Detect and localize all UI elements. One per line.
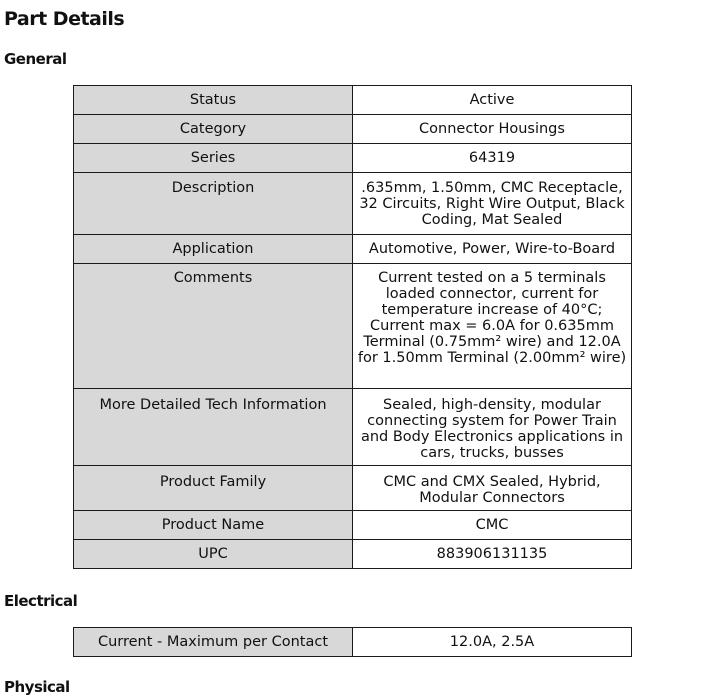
table-row [74,144,632,173]
row-value-description: .635mm, 1.50mm, CMC Receptacle, 32 Circuits, Right Wire Output, Black Coding, Mat Sealed [353,173,632,235]
row-label-comments: Comments [74,264,353,389]
row-label-status: Status [74,86,353,115]
table-row [74,628,632,657]
page-title: Part Details [4,8,125,30]
row-value-current-max: 12.0A, 2.5A [353,628,632,657]
row-label-category: Category [74,115,353,144]
table-row [74,173,632,235]
section-title-general: General [4,50,67,68]
general-specs-table [73,85,632,569]
table-row [74,466,632,511]
table-row [74,264,632,389]
row-label-product-name: Product Name [74,511,353,540]
section-title-physical: Physical [4,678,70,696]
table-row [74,540,632,569]
row-value-upc: 883906131135 [353,540,632,569]
row-value-series: 64319 [353,144,632,173]
row-label-application: Application [74,235,353,264]
row-value-product-name: CMC [353,511,632,540]
table-row [74,235,632,264]
row-label-product-family: Product Family [74,466,353,511]
row-label-current-max: Current - Maximum per Contact [74,628,353,657]
row-label-tech-info: More Detailed Tech Information [74,389,353,466]
row-value-product-family: CMC and CMX Sealed, Hybrid, Modular Connectors [353,466,632,511]
section-title-electrical: Electrical [4,592,78,610]
table-row [74,115,632,144]
electrical-specs-table [73,627,632,657]
row-value-tech-info: Sealed, high-density, modular connecting system for Power Train and Body Electronics applications in cars, trucks, busses [353,389,632,466]
row-label-upc: UPC [74,540,353,569]
table-row [74,389,632,466]
row-value-comments: Current tested on a 5 terminals loaded connector, current for temperature increase of 40°C; Current max = 6.0A for 0.635mm Terminal (0.75mm² wire) and 12.0A for 1.50mm Terminal (2.00mm² wire) [353,264,632,389]
row-value-application: Automotive, Power, Wire-to-Board [353,235,632,264]
row-label-description: Description [74,173,353,235]
row-label-series: Series [74,144,353,173]
row-value-status: Active [353,86,632,115]
table-row [74,511,632,540]
table-row [74,86,632,115]
row-value-category: Connector Housings [353,115,632,144]
